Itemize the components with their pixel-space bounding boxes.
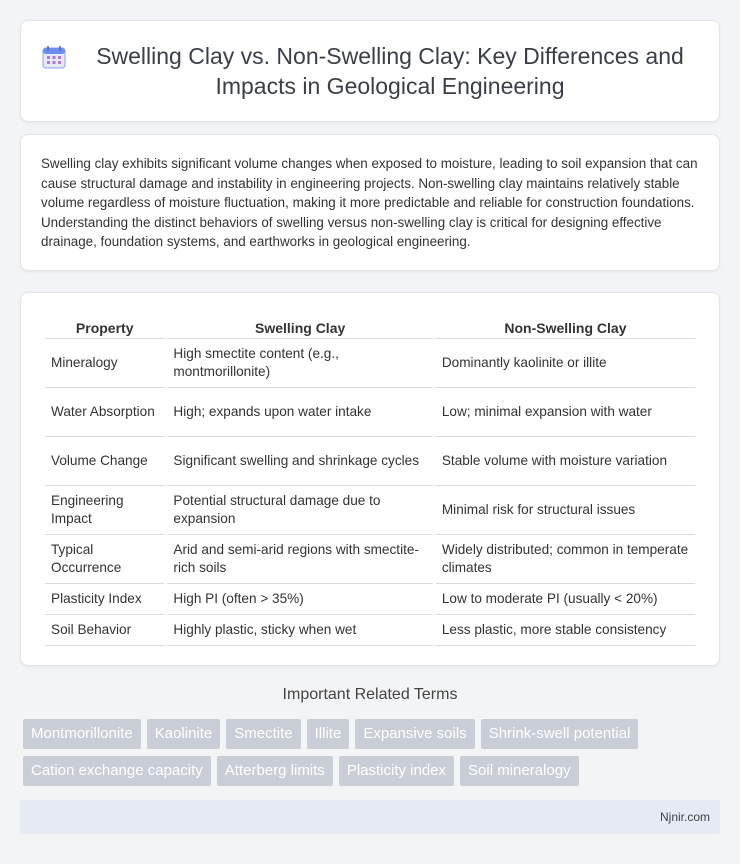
title-card: [20, 20, 720, 122]
tag-row: [23, 756, 723, 786]
table-row: [45, 437, 695, 486]
row-non-swelling: Dominantly kaolinite or illite: [436, 339, 695, 388]
comparison-table: [42, 312, 698, 646]
tag-cation-exchange-capacity[interactable]: Cation exchange capacity: [23, 756, 211, 786]
related-terms: [23, 719, 723, 793]
row-non-swelling: Less plastic, more stable consistency: [436, 615, 695, 646]
row-non-swelling: Widely distributed; common in temperate climates: [436, 535, 695, 584]
tag-illite[interactable]: Illite: [307, 719, 350, 749]
calendar-icon: [41, 44, 67, 70]
row-non-swelling: Stable volume with moisture variation: [436, 437, 695, 486]
comparison-card: [20, 292, 720, 666]
intro-paragraph: Swelling clay exhibits significant volume changes when exposed to moisture, leading to soil expansion that can cause structural damage and instability in engineering projects. Non-swelling clay maintains relatively stable volume regardless of moisture fluctuation, making it more predictable and reliable for construction foundations. Understanding the distinct behaviors of swelling versus non-swelling clay is critical for designing effective drainage, foundation systems, and earthworks in geological engineering.: [41, 156, 698, 250]
row-property: Soil Behavior: [45, 615, 164, 646]
row-non-swelling: Low; minimal expansion with water: [436, 388, 695, 437]
tag-kaolinite[interactable]: Kaolinite: [147, 719, 221, 749]
header-property: Property: [45, 312, 164, 339]
table-row: [45, 584, 695, 615]
row-swelling: Highly plastic, sticky when wet: [167, 615, 432, 646]
row-swelling: Potential structural damage due to expansion: [167, 486, 432, 535]
tag-expansive-soils[interactable]: Expansive soils: [355, 719, 474, 749]
footer: [20, 800, 720, 834]
row-swelling: Significant swelling and shrinkage cycles: [167, 437, 432, 486]
row-property: Engineering Impact: [45, 486, 164, 535]
row-property: Typical Occurrence: [45, 535, 164, 584]
page-title: Swelling Clay vs. Non-Swelling Clay: Key Differences and Impacts in Geological Engineering: [96, 43, 684, 99]
tag-smectite[interactable]: Smectite: [226, 719, 300, 749]
tag-soil-mineralogy[interactable]: Soil mineralogy: [460, 756, 579, 786]
tag-plasticity-index[interactable]: Plasticity index: [339, 756, 454, 786]
tag-row: [23, 719, 723, 749]
tag-montmorillonite[interactable]: Montmorillonite: [23, 719, 141, 749]
tag-shrink-swell-potential[interactable]: Shrink-swell potential: [481, 719, 639, 749]
table-row: [45, 615, 695, 646]
row-non-swelling: Minimal risk for structural issues: [436, 486, 695, 535]
footer-site[interactable]: Njnir.com: [659, 810, 710, 824]
row-property: Mineralogy: [45, 339, 164, 388]
row-non-swelling: Low to moderate PI (usually < 20%): [436, 584, 695, 615]
row-property: Plasticity Index: [45, 584, 164, 615]
related-terms-title: Important Related Terms: [282, 686, 458, 703]
row-swelling: High smectite content (e.g., montmorillonite): [167, 339, 432, 388]
header-swelling: Swelling Clay: [167, 312, 432, 339]
table-header-row: [45, 312, 695, 339]
row-swelling: Arid and semi-arid regions with smectite-rich soils: [167, 535, 432, 584]
row-swelling: High PI (often > 35%): [167, 584, 432, 615]
row-swelling: High; expands upon water intake: [167, 388, 432, 437]
table-row: [45, 486, 695, 535]
table-row: [45, 535, 695, 584]
intro-card: [20, 134, 720, 271]
header-non-swelling: Non-Swelling Clay: [436, 312, 695, 339]
row-property: Volume Change: [45, 437, 164, 486]
tag-atterberg-limits[interactable]: Atterberg limits: [217, 756, 333, 786]
table-row: [45, 339, 695, 388]
row-property: Water Absorption: [45, 388, 164, 437]
table-row: [45, 388, 695, 437]
